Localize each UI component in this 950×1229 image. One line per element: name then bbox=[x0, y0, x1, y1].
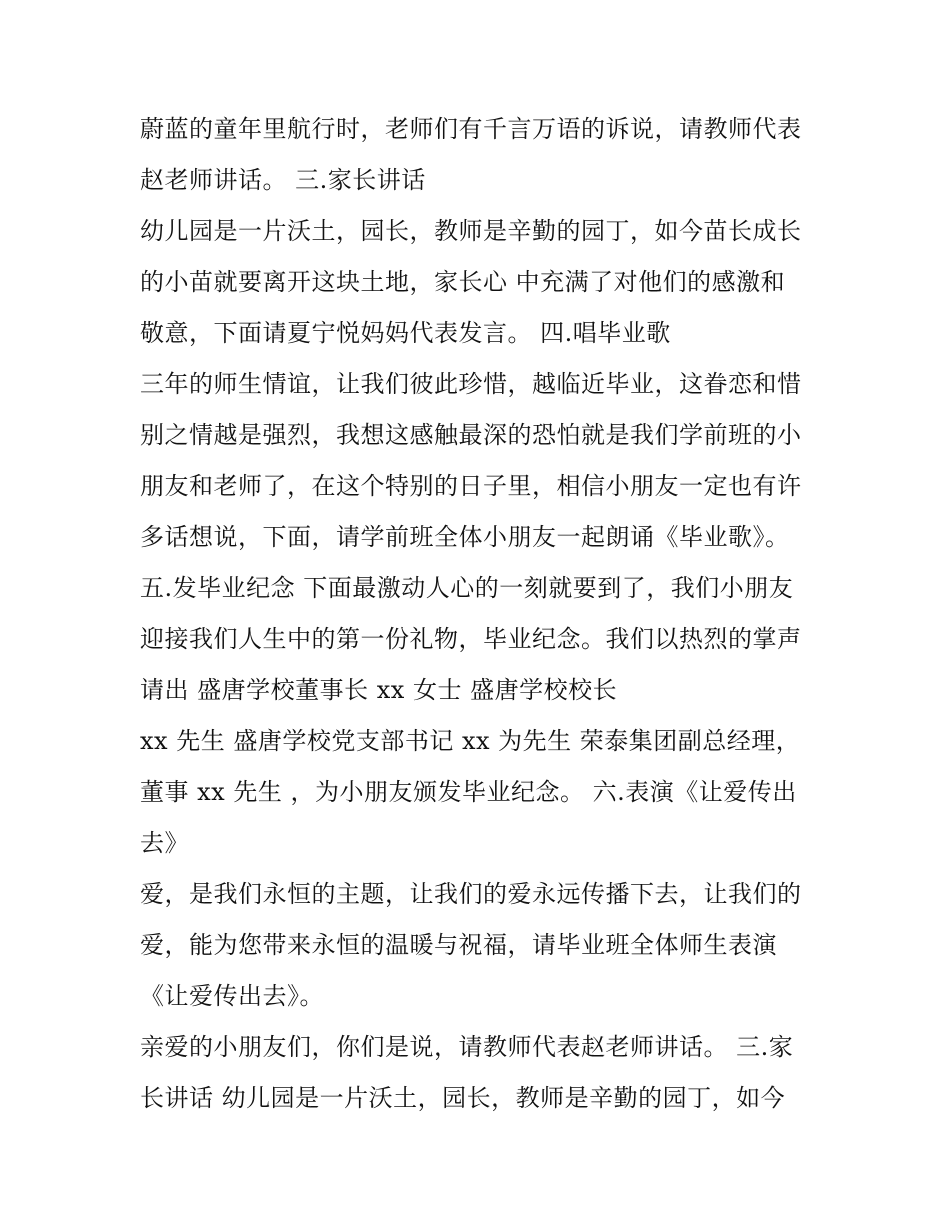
text-line: 长讲话 幼儿园是一片沃土，园长，教师是辛勤的园丁，如今 bbox=[140, 1084, 786, 1112]
text-line: 三年的师生情谊，让我们彼此珍惜，越临近毕业，这眷恋和惜 bbox=[140, 370, 802, 398]
text-line: 迎接我们人生中的第一份礼物，毕业纪念。我们以热烈的掌声 bbox=[140, 625, 802, 653]
text-line: 多话想说，下面，请学前班全体小朋友一起朗诵《毕业歌》。 bbox=[140, 523, 790, 551]
text-line: 幼儿园是一片沃土，园长，教师是辛勤的园丁，如今苗长成长 bbox=[140, 217, 802, 245]
text-line: xx 先生 盛唐学校党支部书记 xx 为先生 荣泰集团副总经理， bbox=[140, 727, 801, 755]
text-line: 的小苗就要离开这块土地，家长心 中充满了对他们的感激和 bbox=[140, 268, 786, 296]
text-line: 敬意，下面请夏宁悦妈妈代表发言。 四.唱毕业歌 bbox=[140, 319, 671, 347]
text-line: 亲爱的小朋友们，你们是说，请教师代表赵老师讲话。 三.家 bbox=[140, 1033, 794, 1061]
text-line: 董事 xx 先生 ，为小朋友颁发毕业纪念。 六.表演《让爱传出 bbox=[140, 778, 797, 806]
text-line: 别之情越是强烈，我想这感触最深的恐怕就是我们学前班的小 bbox=[140, 421, 802, 449]
text-line: 请出 盛唐学校董事长 xx 女士 盛唐学校校长 bbox=[140, 676, 618, 704]
text-line: 朋友和老师了，在这个特别的日子里，相信小朋友一定也有许 bbox=[140, 472, 802, 500]
text-line: 蔚蓝的童年里航行时，老师们有千言万语的诉说，请教师代表 bbox=[140, 115, 802, 143]
text-line: 五.发毕业纪念 下面最激动人心的一刻就要到了，我们小朋友 bbox=[140, 574, 794, 602]
text-line: 赵老师讲话。 三.家长讲话 bbox=[140, 166, 426, 194]
document-body bbox=[140, 104, 820, 1124]
text-line: 去》 bbox=[140, 829, 189, 857]
text-line: 爱，是我们永恒的主题，让我们的爱永远传播下去，让我们的 bbox=[140, 880, 802, 908]
text-line: 爱，能为您带来永恒的温暖与祝福，请毕业班全体师生表演 bbox=[140, 931, 777, 959]
text-line: 《让爱传出去》。 bbox=[140, 982, 324, 1010]
